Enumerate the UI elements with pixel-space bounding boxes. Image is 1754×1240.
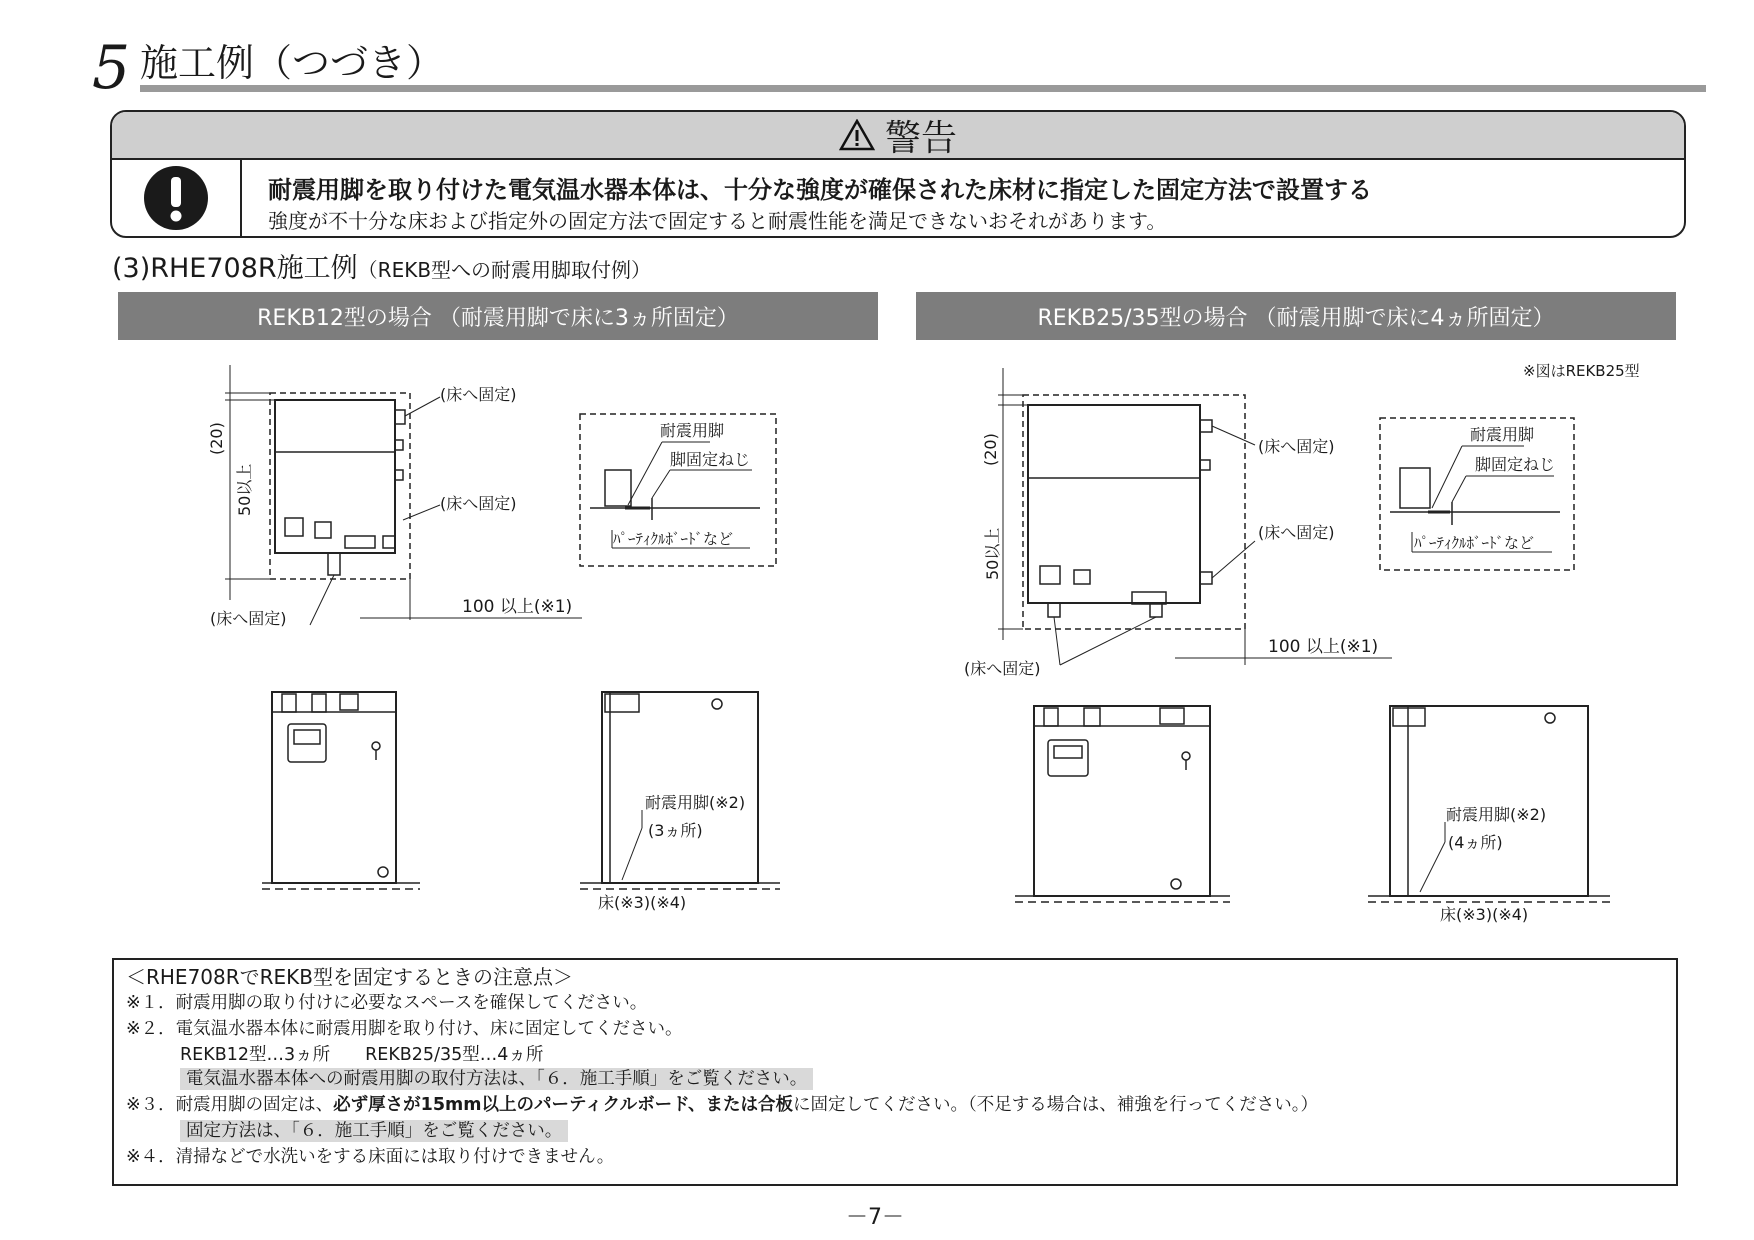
left-front-view <box>262 692 420 889</box>
note-2: ※２．電気温水器本体に耐震用脚を取り付け、床に固定してください。 <box>126 1019 683 1039</box>
left-unit-body <box>275 400 395 553</box>
note-3-emphasis: 必ず厚さが15mm以上のパーティクルボード、または合板 <box>333 1095 793 1115</box>
right-dim-50: 50以上 <box>983 527 1002 580</box>
right-panel-title: REKB25/35型の場合 （耐震用脚で床に4ヵ所固定） <box>916 292 1676 340</box>
right-dim-20: (20) <box>981 433 1000 466</box>
note-1: ※１．耐震用脚の取り付けに必要なスペースを確保してください。 <box>126 993 648 1013</box>
left-dim-100: 100 以上(※1) <box>462 597 573 617</box>
left-floor-fix-2: (床へ固定) <box>440 494 517 513</box>
note-3-ref <box>180 1120 568 1142</box>
left-floor-label: 床(※3)(※4) <box>598 893 687 912</box>
note-3-ref-text: 固定方法は、「６．施工手順」をご覧ください。 <box>180 1120 568 1142</box>
left-board-label: ﾊﾟｰﾃｨｸﾙﾎﾞｰﾄﾞなど <box>613 530 734 548</box>
warning-heading: 警告 <box>884 117 957 159</box>
right-floor-label: 床(※3)(※4) <box>1440 905 1529 924</box>
right-floor-fix-1: (床へ固定) <box>1258 437 1335 456</box>
left-floor-fix-1: (床へ固定) <box>440 385 517 404</box>
left-dim-50: 50以上 <box>235 463 254 516</box>
left-side-view <box>580 692 780 889</box>
right-dim-100: 100 以上(※1) <box>1268 637 1379 657</box>
note-3 <box>126 1094 1318 1116</box>
note-2-types: REKB12型…3ヵ所 REKB25/35型…4ヵ所 <box>180 1045 544 1065</box>
figure-note: ※図はREKB25型 <box>1523 362 1640 380</box>
right-floor-fix-3: (床へ固定) <box>964 659 1041 678</box>
section-number: 5 <box>92 33 131 103</box>
note-4: ※４．清掃などで水洗いをする床面には取り付けできません。 <box>126 1147 615 1167</box>
right-board-label: ﾊﾟｰﾃｨｸﾙﾎﾞｰﾄﾞなど <box>1414 534 1535 552</box>
notes-box <box>112 958 1678 1186</box>
note-3-part-c: に固定してください。（不足する場合は、補強を行ってください。） <box>793 1095 1318 1115</box>
right-front-view <box>1015 706 1230 902</box>
page-number: －7－ <box>846 1205 904 1230</box>
left-leg-note: 耐震用脚(※2) <box>645 793 746 812</box>
left-leg-label: 耐震用脚 <box>660 421 725 440</box>
left-dim-20: (20) <box>207 422 226 455</box>
subsection-main: (3)RHE708R施工例 <box>112 253 358 284</box>
note-2-ref-text: 電気温水器本体への耐震用脚の取付方法は、「６．施工手順」をご覧ください。 <box>180 1068 813 1090</box>
right-side-view <box>1368 706 1610 902</box>
right-leg-note: 耐震用脚(※2) <box>1446 805 1547 824</box>
subsection-note: （REKB型への耐震用脚取付例） <box>357 258 652 282</box>
right-leg-label: 耐震用脚 <box>1470 425 1535 444</box>
right-floor-fix-2: (床へ固定) <box>1258 523 1335 542</box>
warning-sub-text: 強度が不十分な床および指定外の固定方法で固定すると耐震性能を満足できないおそれがあります。 <box>268 209 1167 233</box>
note-3-part-a: ※３．耐震用脚の固定は、 <box>126 1095 334 1115</box>
warning-main-text: 耐震用脚を取り付けた電気温水器本体は、十分な強度が確保された床材に指定した固定方法で設置する <box>268 176 1372 204</box>
left-screw-label: 脚固定ねじ <box>670 450 751 469</box>
left-floor-fix-3: (床へ固定) <box>210 609 287 628</box>
right-screw-label: 脚固定ねじ <box>1475 455 1556 474</box>
notes-title: ＜RHE708RでREKB型を固定するときの注意点＞ <box>126 965 574 989</box>
left-panel-title: REKB12型の場合 （耐震用脚で床に3ヵ所固定） <box>118 292 878 340</box>
left-clearance-dashed <box>270 393 410 579</box>
section-title: 施工例（つづき） <box>140 41 445 85</box>
note-2-ref <box>180 1068 813 1090</box>
right-plan-view <box>998 368 1392 665</box>
right-count: (4ヵ所) <box>1448 833 1503 852</box>
left-count: (3ヵ所) <box>648 821 703 840</box>
left-plan-view <box>225 365 582 625</box>
